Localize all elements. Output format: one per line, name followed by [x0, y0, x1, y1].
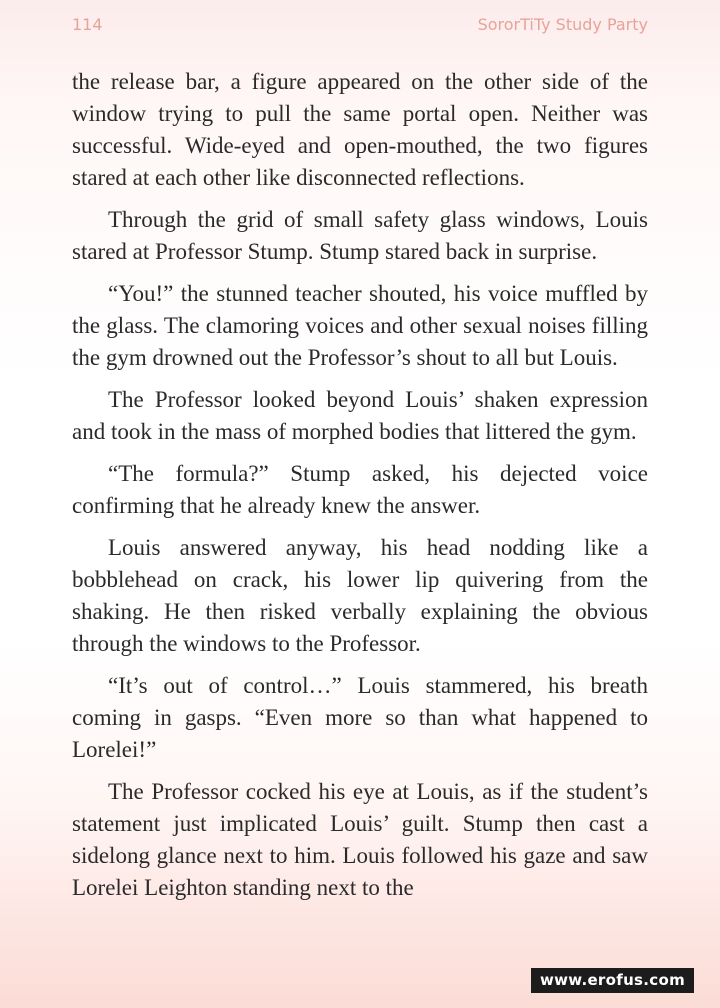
- watermark-badge: www.erofus.com: [531, 968, 694, 993]
- body-text: [72, 66, 648, 910]
- paragraph-5: “The formula?” Stump asked, his dejected voice confirming that he already knew the answer.: [72, 461, 648, 518]
- paragraph-4: The Professor looked beyond Louis’ shaken expression and took in the mass of morphed bodies that littered the gym.: [72, 387, 648, 444]
- running-title: SororTiTy Study Party: [477, 14, 648, 34]
- page-number: 114: [72, 14, 103, 34]
- paragraph-2: Through the grid of small safety glass windows, Louis stared at Professor Stump. Stump stared back in surprise.: [72, 207, 648, 264]
- paragraph-8: The Professor cocked his eye at Louis, as if the student’s statement just implicated Louis’ guilt. Stump then cast a sidelong glance next to him. Louis followed his gaze and saw Lorelei Leighton standing next to the: [72, 779, 648, 900]
- paragraph-6: Louis answered anyway, his head nodding like a bobblehead on crack, his lower lip quivering from the shaking. He then risked verbally explaining the obvious through the windows to the Professor.: [72, 535, 648, 656]
- paragraph-1: the release bar, a figure appeared on the other side of the window trying to pull the same portal open. Neither was successful. Wide-eyed and open-mouthed, the two figures stared at each other like disconnected reflections.: [72, 69, 648, 190]
- paragraph-7: “It’s out of control…” Louis stammered, his breath coming in gasps. “Even more so than what happened to Lorelei!”: [72, 673, 648, 762]
- running-header: [72, 10, 648, 38]
- paragraph-3: “You!” the stunned teacher shouted, his voice muffled by the glass. The clamoring voices and other sexual noises filling the gym drowned out the Professor’s shout to all but Louis.: [72, 281, 648, 370]
